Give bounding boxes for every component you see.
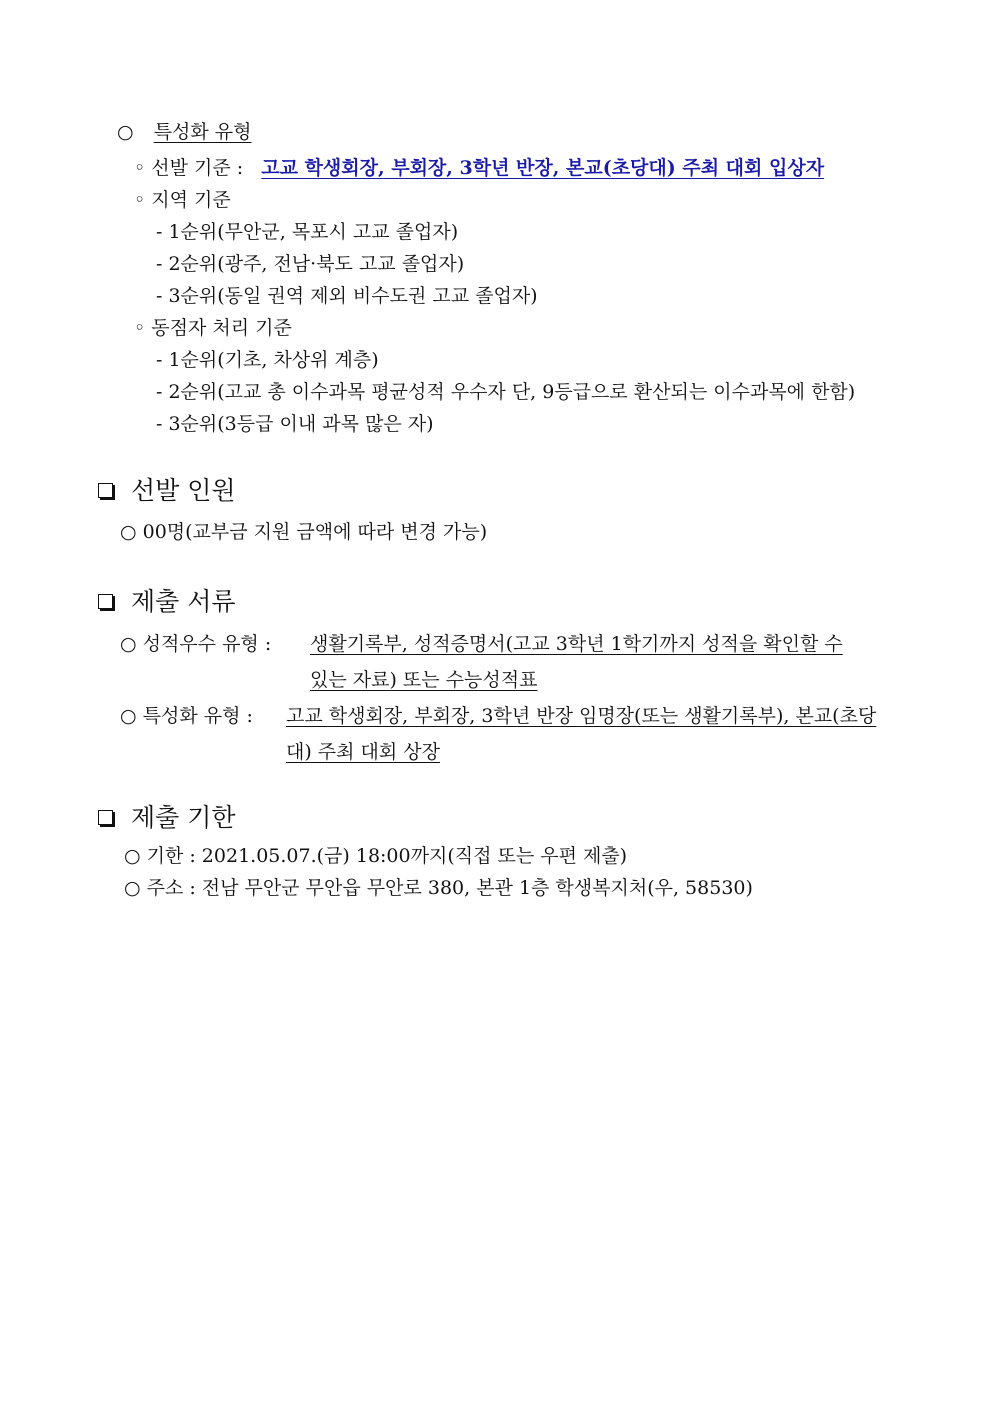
region-item-2: - 2순위(광주, 전남·북도 고교 졸업자) (156, 253, 465, 275)
tie-item-3: - 3순위(3등급 이내 과목 많은 자) (156, 413, 434, 435)
specialized-type-title (117, 120, 252, 144)
documents-spec-label: ○ 특성화 유형 : (120, 705, 253, 727)
selection-criteria-row (134, 156, 824, 180)
tie-criteria-label: ◦ 동점자 처리 기준 (134, 317, 292, 339)
checkbox-square-icon (98, 594, 113, 609)
specialized-type-label: 특성화 유형 (153, 121, 252, 143)
headcount-heading (98, 475, 236, 507)
deadline-address: ○ 주소 : 전남 무안군 무안읍 무안로 380, 본관 1층 학생복지처(우, 58530) (124, 877, 753, 899)
region-item-1: - 1순위(무안군, 목포시 고교 졸업자) (156, 221, 459, 243)
region-item-3: - 3순위(동일 권역 제외 비수도권 고교 졸업자) (156, 285, 538, 307)
circle-bullet: ○ (117, 121, 134, 143)
deadline-heading (98, 802, 236, 834)
tie-item-1: - 1순위(기초, 차상위 계층) (156, 349, 379, 371)
documents-heading-text: 제출 서류 (131, 587, 236, 616)
deadline-date: ○ 기한 : 2021.05.07.(금) 18:00까지(직접 또는 우편 제출) (124, 845, 628, 867)
tie-item-2: - 2순위(고교 총 이수과목 평균성적 우수자 단, 9등급으로 환산되는 이수과목에 한함) (156, 381, 856, 403)
documents-spec-line2: 대) 주최 대회 상장 (286, 741, 441, 763)
documents-grade-label: ○ 성적우수 유형 : (120, 633, 272, 655)
deadline-heading-text: 제출 기한 (131, 803, 236, 832)
selection-criteria-value: 고교 학생회장, 부회장, 3학년 반장, 본교(초당대) 주최 대회 입상자 (261, 157, 825, 179)
region-criteria-label: ◦ 지역 기준 (134, 189, 231, 211)
documents-heading (98, 586, 236, 618)
documents-grade-line2: 있는 자료) 또는 수능성적표 (310, 669, 538, 691)
checkbox-square-icon (98, 810, 113, 825)
checkbox-square-icon (98, 483, 113, 498)
headcount-heading-text: 선발 인원 (131, 476, 236, 505)
selection-criteria-label: ◦ 선발 기준 : (134, 157, 244, 179)
documents-grade-line1: 생활기록부, 성적증명서(고교 3학년 1학기까지 성적을 확인할 수 (310, 633, 843, 655)
headcount-text: ○ 00명(교부금 지원 금액에 따라 변경 가능) (120, 521, 488, 543)
documents-spec-line1: 고교 학생회장, 부회장, 3학년 반장 임명장(또는 생활기록부), 본교(초당 (286, 705, 877, 727)
